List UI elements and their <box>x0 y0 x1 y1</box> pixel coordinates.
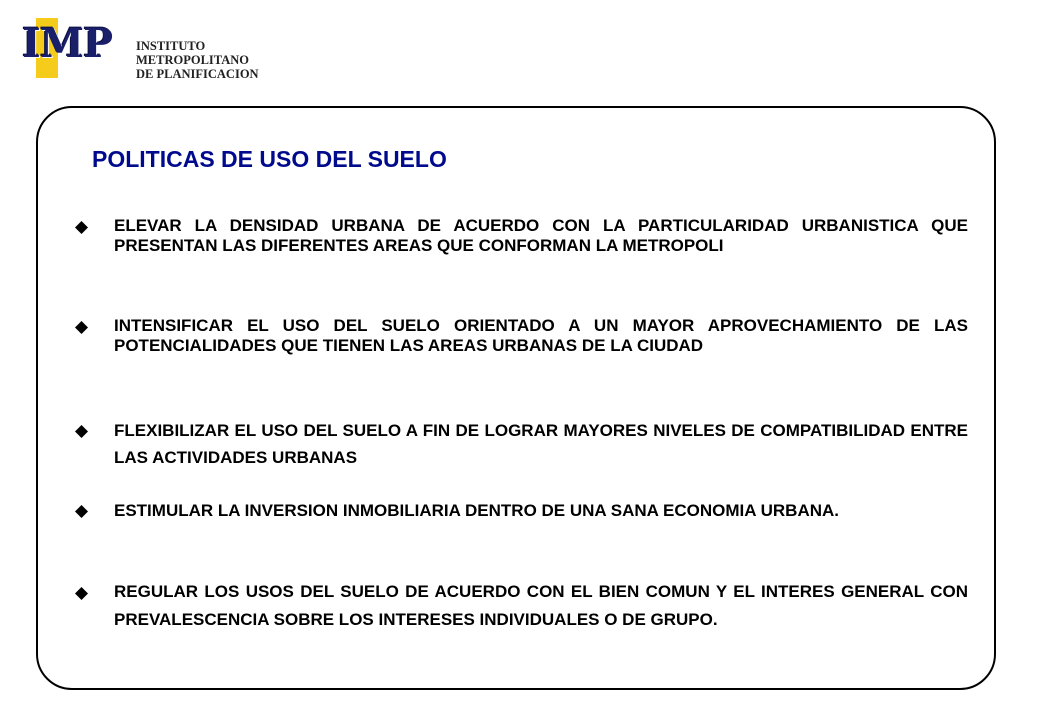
diamond-icon <box>75 505 88 518</box>
diamond-icon <box>75 321 88 334</box>
policy-text: ELEVAR LA DENSIDAD URBANA DE ACUERDO CON LA PARTICULARIDAD URBANISTICA QUE PRESENTAN LAS DIFERENTES AREAS QUE CONFORMAN LA METROPOLI <box>114 216 968 255</box>
policy-item <box>70 500 968 524</box>
logo-line-1: INSTITUTO <box>136 39 206 53</box>
policy-item <box>70 316 968 356</box>
policy-text: ESTIMULAR LA INVERSION INMOBILIARIA DENTRO DE UNA SANA ECONOMIA URBANA. <box>114 501 840 520</box>
logo-line-3: DE PLANIFICACION <box>136 67 259 81</box>
policy-text: REGULAR LOS USOS DEL SUELO DE ACUERDO CON EL BIEN COMUN Y EL INTERES GENERAL CON PREVALESCENCIA SOBRE LOS INTERESES INDIVIDUALES O DE GRUPO. <box>114 582 968 629</box>
policy-item <box>70 216 968 256</box>
policy-item <box>70 582 968 634</box>
policy-item <box>70 420 968 471</box>
diamond-icon <box>75 221 88 234</box>
imp-logo <box>20 14 310 80</box>
logo-line-2: METROPOLITANO <box>136 53 249 67</box>
logo-acronym: IMP <box>22 20 113 67</box>
diamond-icon <box>75 425 88 438</box>
diamond-icon <box>75 587 88 600</box>
policy-text: FLEXIBILIZAR EL USO DEL SUELO A FIN DE LOGRAR MAYORES NIVELES DE COMPATIBILIDAD ENTRE LAS ACTIVIDADES URBANAS <box>114 421 968 467</box>
policy-text: INTENSIFICAR EL USO DEL SUELO ORIENTADO A UN MAYOR APROVECHAMIENTO DE LAS POTENCIALIDADES QUE TIENEN LAS AREAS URBANAS DE LA CIUDAD <box>114 316 968 355</box>
logo-institution-name <box>136 39 259 81</box>
page-title: POLITICAS DE USO DEL SUELO <box>92 146 447 172</box>
